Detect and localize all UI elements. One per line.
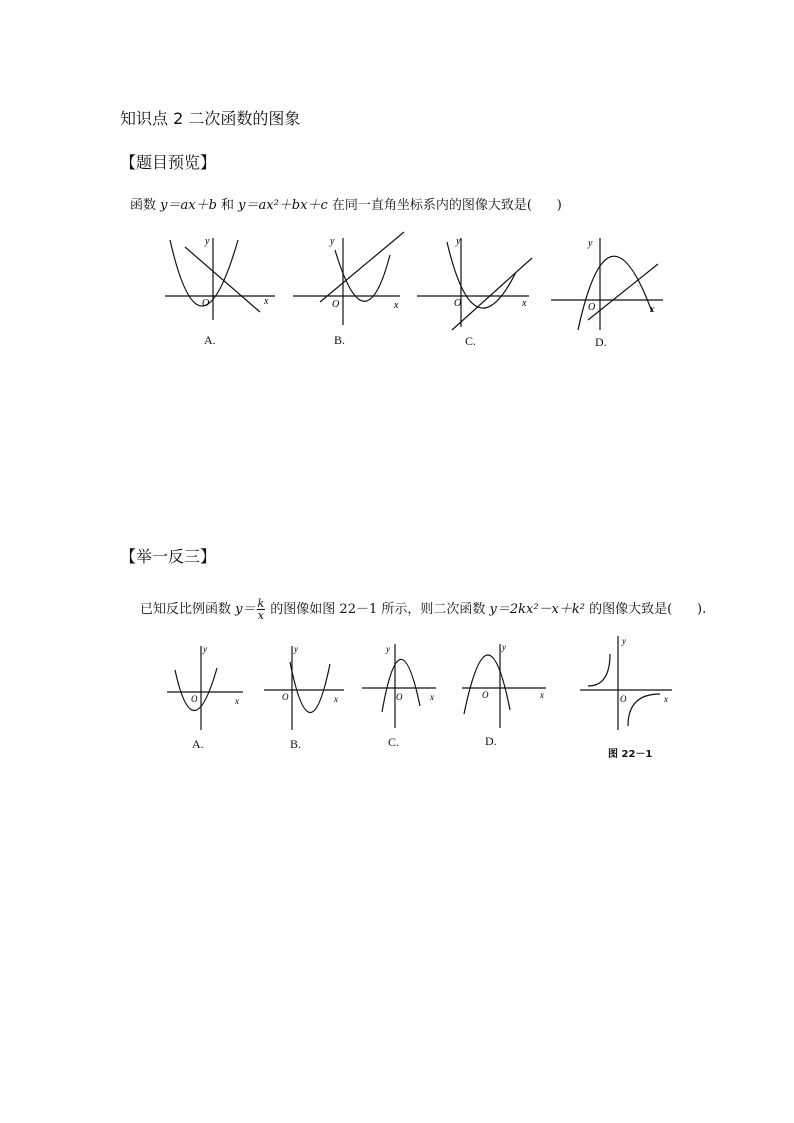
origin-label: O: [482, 690, 489, 700]
question-2-prefix: 已知反比例函数: [140, 602, 236, 617]
x-axis-label: x: [235, 696, 239, 706]
graph-2d: [460, 640, 550, 732]
graph-1c: [414, 232, 534, 332]
question-2-expr: y＝2kx²－x＋k²: [489, 602, 585, 617]
y-axis-label: y: [588, 238, 593, 249]
y-axis-label: y: [203, 644, 207, 654]
graph-2b: [262, 642, 347, 732]
y-axis-label: y: [622, 636, 626, 646]
y-axis-label: y: [330, 236, 335, 247]
fraction-denominator: x: [257, 609, 264, 622]
option-2c-label: C.: [388, 735, 400, 749]
x-axis-label: x: [522, 298, 527, 309]
origin-label: O: [191, 694, 198, 704]
origin-label: O: [454, 298, 462, 309]
section-label-practice: 【举一反三】: [120, 547, 217, 566]
origin-label: O: [620, 694, 627, 704]
option-2b-label: B.: [290, 737, 302, 751]
question-2-suffix: 的图像大致是(: [584, 602, 673, 617]
x-axis-label: x: [334, 694, 338, 704]
origin-label: O: [282, 692, 289, 702]
question-2-y: y＝: [235, 602, 256, 617]
question-1-expr-quadratic: y＝ax²＋bx＋c: [238, 198, 328, 213]
graph-2c: [360, 640, 440, 732]
question-1-suffix: 在同一直角坐标系内的图像大致是(: [327, 198, 532, 213]
fraction-k-over-x: [257, 598, 266, 621]
y-axis-label: y: [502, 642, 506, 652]
x-axis-label: x: [664, 694, 668, 704]
question-2-mid: 的图像如图 22－1 所示，则二次函数: [266, 602, 490, 617]
origin-label: O: [588, 302, 596, 313]
option-1c-label: C.: [465, 334, 477, 348]
page-heading: 知识点 2 二次函数的图象: [120, 109, 301, 128]
x-axis-label: x: [394, 300, 399, 311]
option-2a-label: A.: [192, 737, 204, 751]
y-axis-label: y: [294, 644, 298, 654]
answer-blank-1[interactable]: [532, 198, 557, 213]
option-1a-label: A.: [204, 333, 216, 347]
x-axis-label: x: [264, 296, 269, 307]
figure-22-1: [580, 632, 675, 732]
y-axis-label: y: [205, 236, 210, 247]
graph-1a: [160, 232, 280, 322]
section-label-preview: 【题目预览】: [120, 153, 217, 172]
question-2: [140, 598, 706, 621]
graph-1b: [290, 230, 410, 325]
question-1-expr-linear: y＝ax＋b: [160, 198, 217, 213]
graph-2a: [165, 642, 245, 732]
question-1-mid: 和: [216, 198, 239, 213]
fraction-numerator: k: [257, 597, 265, 610]
figure-caption: 图 22－1: [608, 749, 653, 760]
x-axis-label: x: [430, 692, 434, 702]
origin-label: O: [332, 299, 340, 310]
y-axis-label: y: [456, 236, 461, 247]
graph-1d: [548, 232, 668, 332]
origin-label: O: [202, 298, 210, 309]
question-1-close: ): [556, 198, 562, 213]
x-axis-label: x: [540, 690, 544, 700]
option-1b-label: B.: [334, 333, 346, 347]
origin-label: O: [396, 692, 403, 702]
question-2-close: ).: [697, 602, 707, 617]
y-axis-label: y: [386, 644, 390, 654]
x-axis-label: x: [650, 304, 655, 315]
option-1d-label: D.: [595, 335, 607, 349]
question-1: [130, 194, 562, 213]
option-2d-label: D.: [485, 734, 497, 748]
question-1-prefix: 函数: [130, 198, 161, 213]
answer-blank-2[interactable]: [672, 602, 697, 617]
